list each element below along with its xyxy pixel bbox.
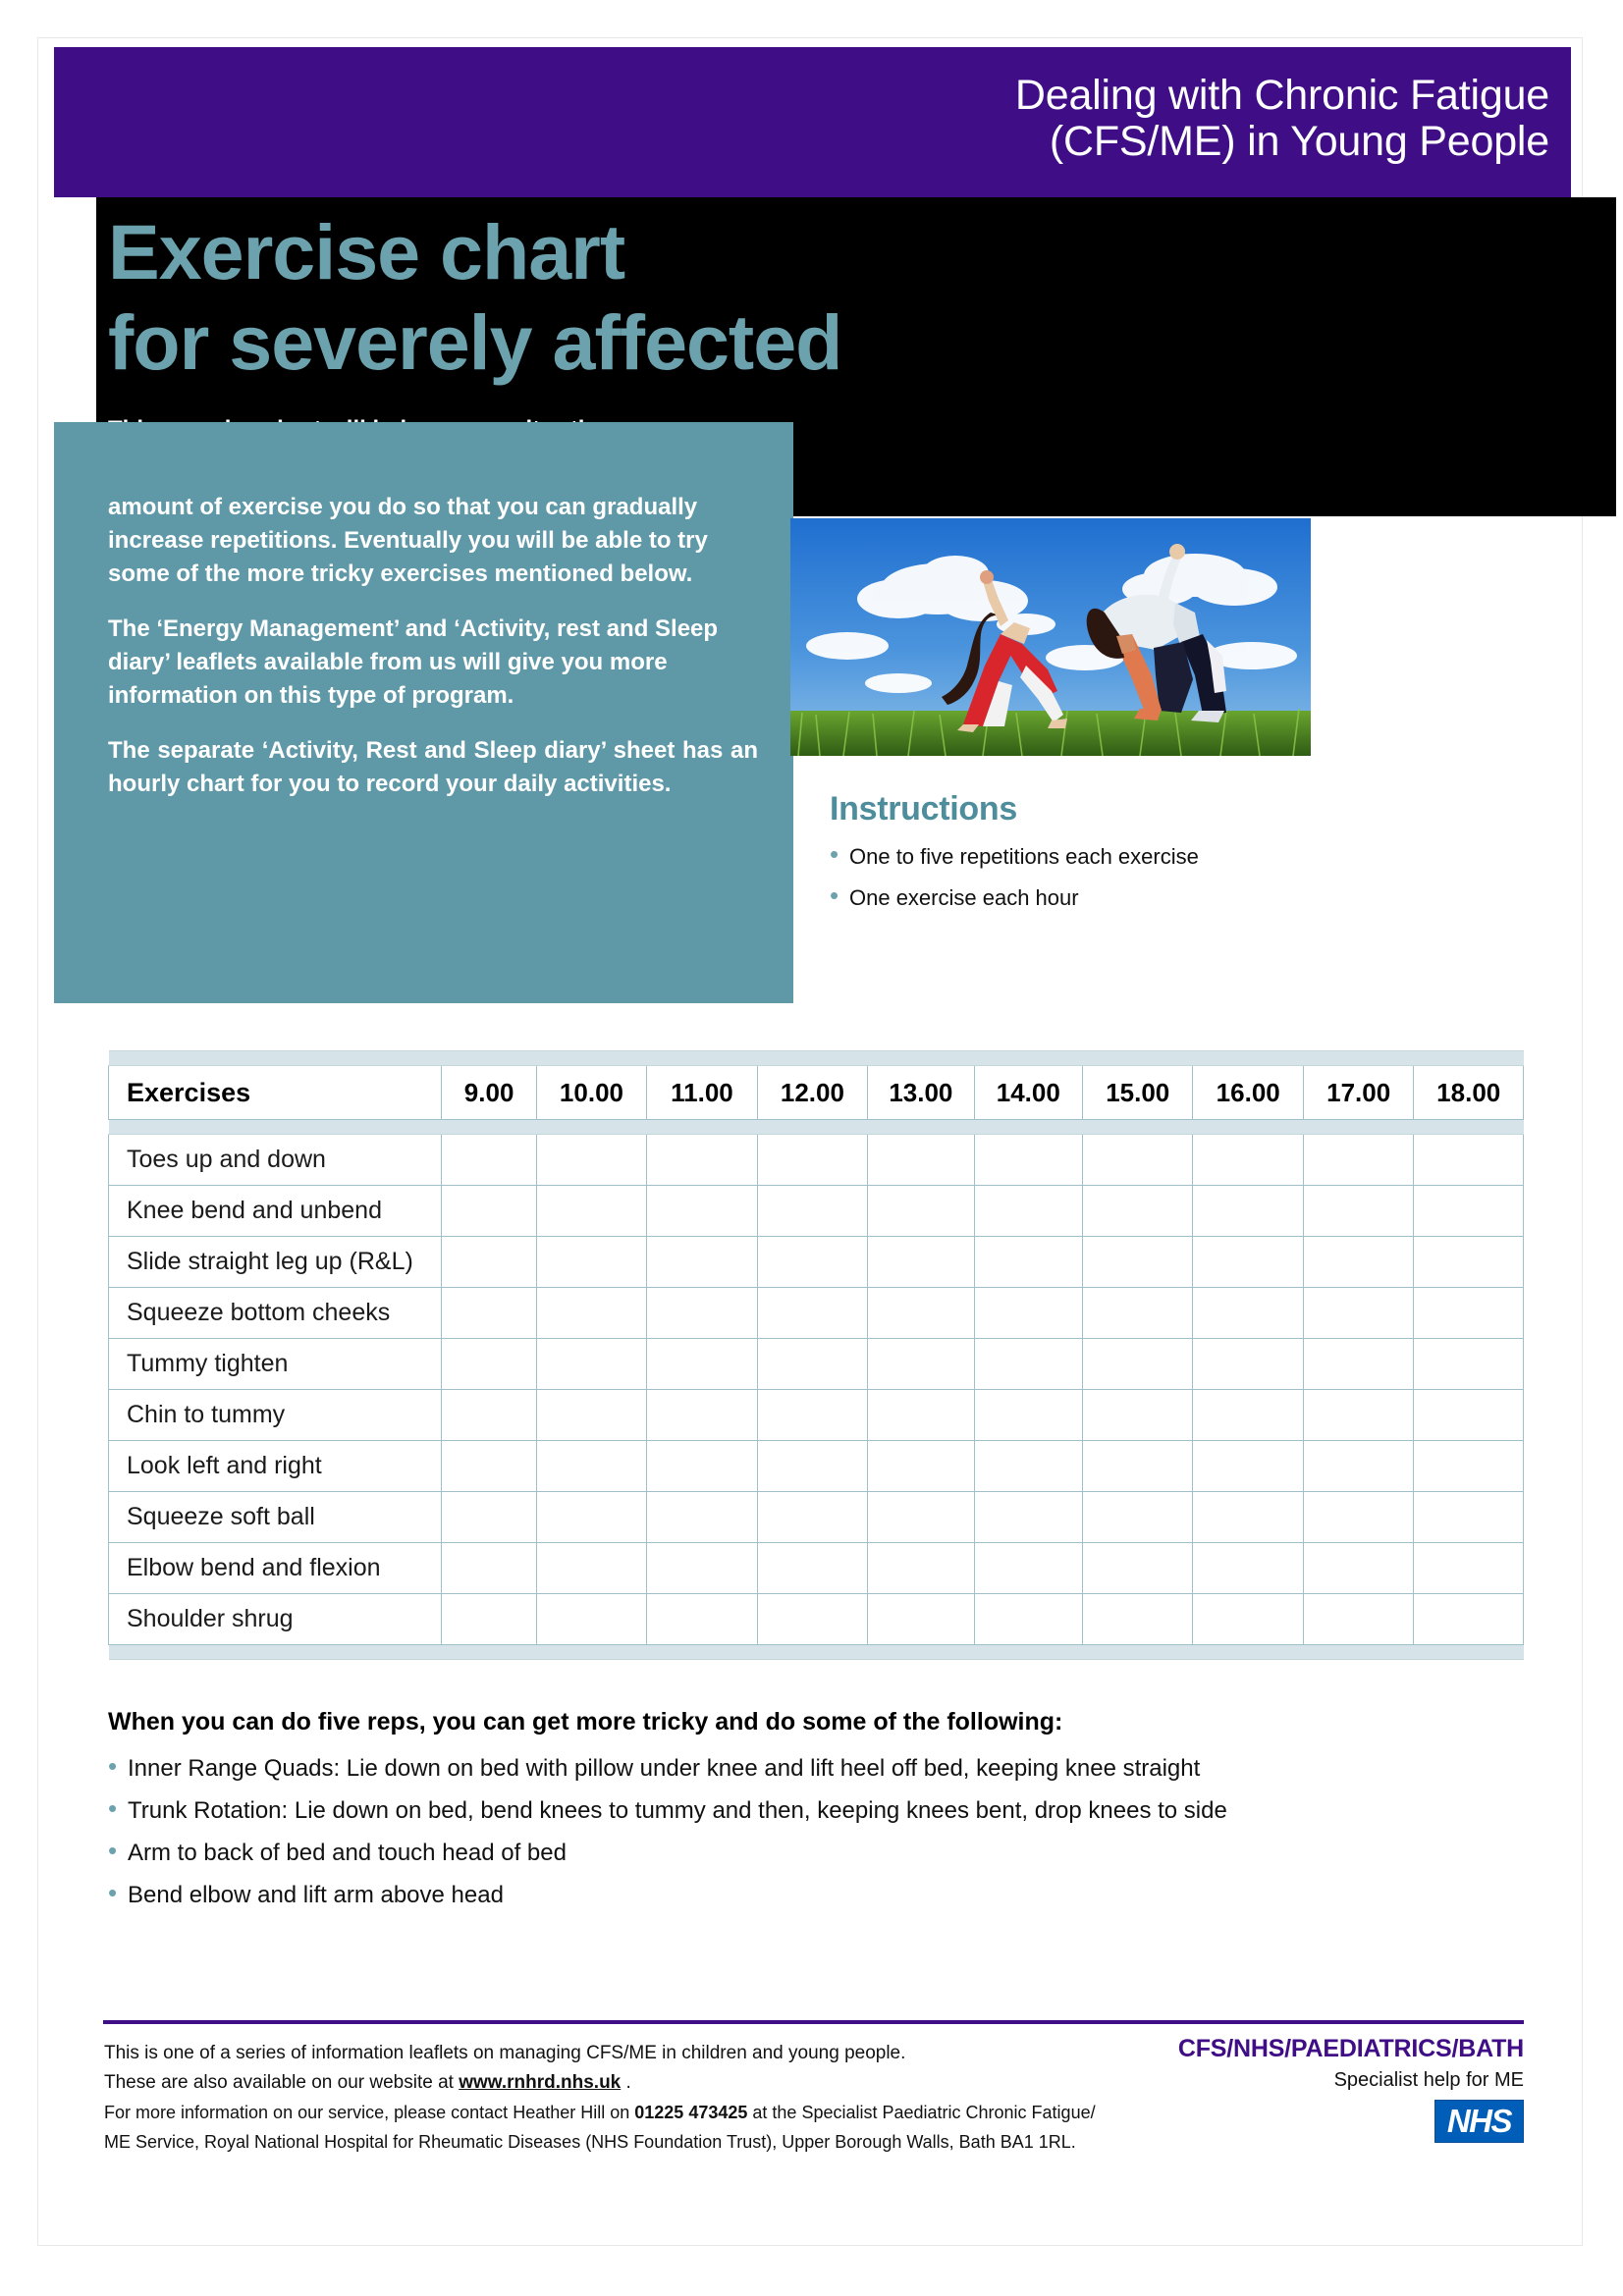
main-title-line-1: Exercise chart (108, 208, 625, 295)
exercise-tick-cell[interactable] (1414, 1237, 1524, 1288)
exercise-tick-cell[interactable] (442, 1135, 536, 1186)
exercise-tick-cell[interactable] (536, 1543, 646, 1594)
exercise-tick-cell[interactable] (442, 1492, 536, 1543)
nhs-logo-text: NHS (1446, 2103, 1511, 2139)
exercise-tick-cell[interactable] (1414, 1594, 1524, 1645)
exercise-tick-cell[interactable] (974, 1288, 1082, 1339)
exercise-tick-cell[interactable] (1083, 1237, 1193, 1288)
exercise-tick-cell[interactable] (1303, 1135, 1413, 1186)
tricky-item (108, 1878, 1524, 1908)
exercise-tick-cell[interactable] (647, 1237, 757, 1288)
exercise-tick-cell[interactable] (868, 1288, 974, 1339)
column-header-time: 15.00 (1083, 1066, 1193, 1120)
exercise-name-cell: Tummy tighten (109, 1339, 442, 1390)
contact-phone: 01225 473425 (634, 2103, 748, 2122)
exercise-chart-table (108, 1050, 1524, 1660)
exercise-tick-cell[interactable] (1303, 1543, 1413, 1594)
exercise-tick-cell[interactable] (1083, 1543, 1193, 1594)
exercise-tick-cell[interactable] (1193, 1594, 1303, 1645)
exercise-tick-cell[interactable] (757, 1441, 867, 1492)
exercise-tick-cell[interactable] (974, 1339, 1082, 1390)
exercise-tick-cell[interactable] (536, 1135, 646, 1186)
exercise-tick-cell[interactable] (1414, 1441, 1524, 1492)
exercise-tick-cell[interactable] (647, 1492, 757, 1543)
intro-paragraph-3: The separate ‘Activity, Rest and Sleep diary’ sheet has an hourly chart for you to record your daily activities. (108, 737, 758, 797)
column-header-time: 10.00 (536, 1066, 646, 1120)
exercise-tick-cell[interactable] (974, 1390, 1082, 1441)
series-title-line-1: Dealing with Chronic Fatigue (1014, 72, 1549, 119)
exercise-tick-cell[interactable] (442, 1441, 536, 1492)
exercise-tick-cell[interactable] (536, 1339, 646, 1390)
footer-line-1: This is one of a series of information leaflets on managing CFS/ME in children and young people. (104, 2043, 906, 2063)
exercise-tick-cell[interactable] (1414, 1390, 1524, 1441)
column-header-time: 16.00 (1193, 1066, 1303, 1120)
column-header-time: 11.00 (647, 1066, 757, 1120)
instruction-item (830, 839, 1537, 870)
table-row (109, 1492, 1524, 1543)
exercise-tick-cell[interactable] (757, 1186, 867, 1237)
exercise-tick-cell[interactable] (974, 1441, 1082, 1492)
exercise-tick-cell[interactable] (536, 1390, 646, 1441)
tricky-item (108, 1793, 1524, 1824)
exercise-tick-cell[interactable] (1303, 1492, 1413, 1543)
exercise-tick-cell[interactable] (1303, 1339, 1413, 1390)
bullet-icon: • (108, 1878, 118, 1907)
table-spacer-row (109, 1051, 1524, 1066)
column-header-exercises: Exercises (109, 1066, 442, 1120)
tricky-item-text: Arm to back of bed and touch head of bed (128, 1840, 567, 1866)
exercise-tick-cell[interactable] (974, 1135, 1082, 1186)
exercise-tick-cell[interactable] (1083, 1492, 1193, 1543)
exercise-tick-cell[interactable] (1083, 1288, 1193, 1339)
exercise-name-cell: Chin to tummy (109, 1390, 442, 1441)
exercise-tick-cell[interactable] (974, 1237, 1082, 1288)
footer-brand-block (1131, 2035, 1524, 2143)
exercise-tick-cell[interactable] (647, 1288, 757, 1339)
instruction-text: One to five repetitions each exercise (849, 844, 1199, 869)
table-row (109, 1594, 1524, 1645)
exercise-tick-cell[interactable] (1303, 1288, 1413, 1339)
exercise-name-cell: Squeeze bottom cheeks (109, 1288, 442, 1339)
exercise-tick-cell[interactable] (868, 1390, 974, 1441)
exercise-name-cell: Toes up and down (109, 1135, 442, 1186)
exercise-tick-cell[interactable] (442, 1543, 536, 1594)
exercise-tick-cell[interactable] (757, 1492, 867, 1543)
exercise-tick-cell[interactable] (647, 1594, 757, 1645)
instructions-heading: Instructions (830, 790, 1017, 828)
table-row (109, 1441, 1524, 1492)
exercise-tick-cell[interactable] (757, 1237, 867, 1288)
exercise-tick-cell[interactable] (868, 1441, 974, 1492)
exercise-name-cell: Knee bend and unbend (109, 1186, 442, 1237)
footer-line-3 (104, 2098, 1135, 2127)
exercise-tick-cell[interactable] (442, 1186, 536, 1237)
website-link[interactable]: www.rnhrd.nhs.uk (459, 2072, 622, 2093)
tricky-item (108, 1751, 1524, 1782)
exercise-tick-cell[interactable] (1414, 1135, 1524, 1186)
footer-line-2 (104, 2068, 1135, 2098)
exercise-name-cell: Slide straight leg up (R&L) (109, 1237, 442, 1288)
tricky-item-text: Trunk Rotation: Lie down on bed, bend knees to tummy and then, keeping knees bent, drop knees to side (128, 1797, 1227, 1824)
exercise-tick-cell[interactable] (647, 1543, 757, 1594)
exercise-tick-cell[interactable] (1193, 1492, 1303, 1543)
tricky-exercises-section (108, 1708, 1524, 1925)
exercise-tick-cell[interactable] (868, 1135, 974, 1186)
intro-panel (54, 422, 793, 1003)
bullet-icon: • (108, 1793, 118, 1823)
bullet-icon: • (108, 1751, 118, 1781)
instruction-item (830, 881, 1537, 911)
exercise-tick-cell[interactable] (1193, 1135, 1303, 1186)
exercise-tick-cell[interactable] (1083, 1339, 1193, 1390)
table-row (109, 1543, 1524, 1594)
table-row (109, 1339, 1524, 1390)
exercise-tick-cell[interactable] (647, 1441, 757, 1492)
bullet-icon: • (108, 1836, 118, 1865)
main-title-line-2: for severely affected (108, 298, 842, 386)
exercise-tick-cell[interactable] (757, 1135, 867, 1186)
exercise-tick-cell[interactable] (868, 1339, 974, 1390)
tricky-item-text: Inner Range Quads: Lie down on bed with pillow under knee and lift heel off bed, keeping knee straight (128, 1755, 1201, 1782)
column-header-time: 18.00 (1414, 1066, 1524, 1120)
brand-tagline: Specialist help for ME (1333, 2069, 1524, 2091)
exercise-tick-cell[interactable] (1083, 1135, 1193, 1186)
footer-contact-suffix: at the Specialist Paediatric Chronic Fatigue/ (752, 2103, 1096, 2122)
exercise-tick-cell[interactable] (442, 1339, 536, 1390)
exercise-tick-cell[interactable] (1083, 1390, 1193, 1441)
table-row (109, 1237, 1524, 1288)
exercise-tick-cell[interactable] (868, 1543, 974, 1594)
exercise-tick-cell[interactable] (536, 1288, 646, 1339)
exercise-tick-cell[interactable] (1193, 1339, 1303, 1390)
exercise-tick-cell[interactable] (536, 1492, 646, 1543)
exercise-tick-cell[interactable] (757, 1543, 867, 1594)
stretching-photo (790, 518, 1311, 756)
table-header-row (109, 1066, 1524, 1120)
nhs-logo (1434, 2100, 1524, 2143)
table-row (109, 1288, 1524, 1339)
exercise-tick-cell[interactable] (647, 1390, 757, 1441)
exercise-chart-body (109, 1051, 1524, 1660)
exercise-tick-cell[interactable] (1193, 1237, 1303, 1288)
exercise-tick-cell[interactable] (536, 1186, 646, 1237)
bullet-icon: • (830, 839, 839, 869)
exercise-tick-cell[interactable] (1414, 1186, 1524, 1237)
intro-paragraph-2: The ‘Energy Management’ and ‘Activity, rest and Sleep diary’ leaflets available from us will give you more information on this type of program. (108, 615, 719, 709)
exercise-tick-cell[interactable] (757, 1339, 867, 1390)
table-spacer-row (109, 1120, 1524, 1135)
footer-divider (103, 2020, 1524, 2024)
exercise-tick-cell[interactable] (757, 1288, 867, 1339)
brand-label: CFS/NHS/PAEDIATRICS/BATH (1177, 2035, 1524, 2062)
exercise-tick-cell[interactable] (1414, 1492, 1524, 1543)
exercise-tick-cell[interactable] (1414, 1339, 1524, 1390)
exercise-tick-cell[interactable] (1193, 1390, 1303, 1441)
exercise-tick-cell[interactable] (1083, 1441, 1193, 1492)
exercise-tick-cell[interactable] (1303, 1441, 1413, 1492)
exercise-tick-cell[interactable] (974, 1594, 1082, 1645)
exercise-tick-cell[interactable] (1193, 1288, 1303, 1339)
table-row (109, 1186, 1524, 1237)
column-header-time: 17.00 (1303, 1066, 1413, 1120)
instruction-text: One exercise each hour (849, 885, 1079, 910)
exercise-tick-cell[interactable] (1303, 1594, 1413, 1645)
exercise-tick-cell[interactable] (974, 1186, 1082, 1237)
footer-line-4: ME Service, Royal National Hospital for Rheumatic Diseases (NHS Foundation Trust), Upper Borough Walls, Bath BA1 1RL. (104, 2132, 1076, 2152)
exercise-tick-cell[interactable] (1303, 1237, 1413, 1288)
exercise-tick-cell[interactable] (868, 1186, 974, 1237)
footer-contact-prefix: For more information on our service, please contact Heather Hill on (104, 2103, 630, 2122)
instructions-section (830, 790, 1537, 927)
footer-contact-block (104, 2039, 1135, 2157)
series-title-banner (54, 47, 1571, 197)
exercise-tick-cell[interactable] (1414, 1543, 1524, 1594)
series-title-line-2: (CFS/ME) in Young People (1049, 118, 1549, 165)
column-header-time: 14.00 (974, 1066, 1082, 1120)
table-row (109, 1390, 1524, 1441)
exercise-tick-cell[interactable] (757, 1594, 867, 1645)
table-spacer-cell (109, 1120, 1524, 1135)
exercise-tick-cell[interactable] (1083, 1186, 1193, 1237)
exercise-name-cell: Look left and right (109, 1441, 442, 1492)
bullet-icon: • (830, 881, 839, 910)
tricky-item-text: Bend elbow and lift arm above head (128, 1882, 504, 1908)
table-row (109, 1135, 1524, 1186)
exercise-tick-cell[interactable] (868, 1237, 974, 1288)
exercise-tick-cell[interactable] (1193, 1441, 1303, 1492)
exercise-name-cell: Squeeze soft ball (109, 1492, 442, 1543)
exercise-tick-cell[interactable] (757, 1390, 867, 1441)
intro-paragraph-1: amount of exercise you do so that you can gradually increase repetitions. Eventually you will be able to try some of the more tricky exercises mentioned below. (108, 494, 708, 587)
tricky-heading: When you can do five reps, you can get more tricky and do some of the following: (108, 1708, 1063, 1735)
footer-website-prefix: These are also available on our website at (104, 2072, 454, 2093)
exercise-tick-cell[interactable] (442, 1594, 536, 1645)
exercise-tick-cell[interactable] (536, 1441, 646, 1492)
exercise-tick-cell[interactable] (536, 1237, 646, 1288)
exercise-tick-cell[interactable] (868, 1594, 974, 1645)
exercise-tick-cell[interactable] (974, 1492, 1082, 1543)
tricky-list (108, 1751, 1524, 1908)
exercise-tick-cell[interactable] (1083, 1594, 1193, 1645)
exercise-tick-cell[interactable] (974, 1543, 1082, 1594)
exercise-tick-cell[interactable] (647, 1339, 757, 1390)
table-spacer-row (109, 1645, 1524, 1660)
column-header-time: 13.00 (868, 1066, 974, 1120)
exercise-tick-cell[interactable] (442, 1390, 536, 1441)
table-spacer-cell (109, 1051, 1524, 1066)
column-header-time: 9.00 (442, 1066, 536, 1120)
exercise-tick-cell[interactable] (647, 1135, 757, 1186)
exercise-tick-cell[interactable] (536, 1594, 646, 1645)
exercise-tick-cell[interactable] (442, 1237, 536, 1288)
exercise-tick-cell[interactable] (1193, 1543, 1303, 1594)
exercise-name-cell: Shoulder shrug (109, 1594, 442, 1645)
exercise-tick-cell[interactable] (647, 1186, 757, 1237)
footer-website-suffix: . (625, 2072, 631, 2093)
exercise-tick-cell[interactable] (868, 1492, 974, 1543)
exercise-name-cell: Elbow bend and flexion (109, 1543, 442, 1594)
exercise-tick-cell[interactable] (1303, 1390, 1413, 1441)
exercise-tick-cell[interactable] (1303, 1186, 1413, 1237)
exercise-tick-cell[interactable] (1193, 1186, 1303, 1237)
table-spacer-cell (109, 1645, 1524, 1660)
column-header-time: 12.00 (757, 1066, 867, 1120)
tricky-item (108, 1836, 1524, 1866)
exercise-tick-cell[interactable] (442, 1288, 536, 1339)
exercise-tick-cell[interactable] (1414, 1288, 1524, 1339)
